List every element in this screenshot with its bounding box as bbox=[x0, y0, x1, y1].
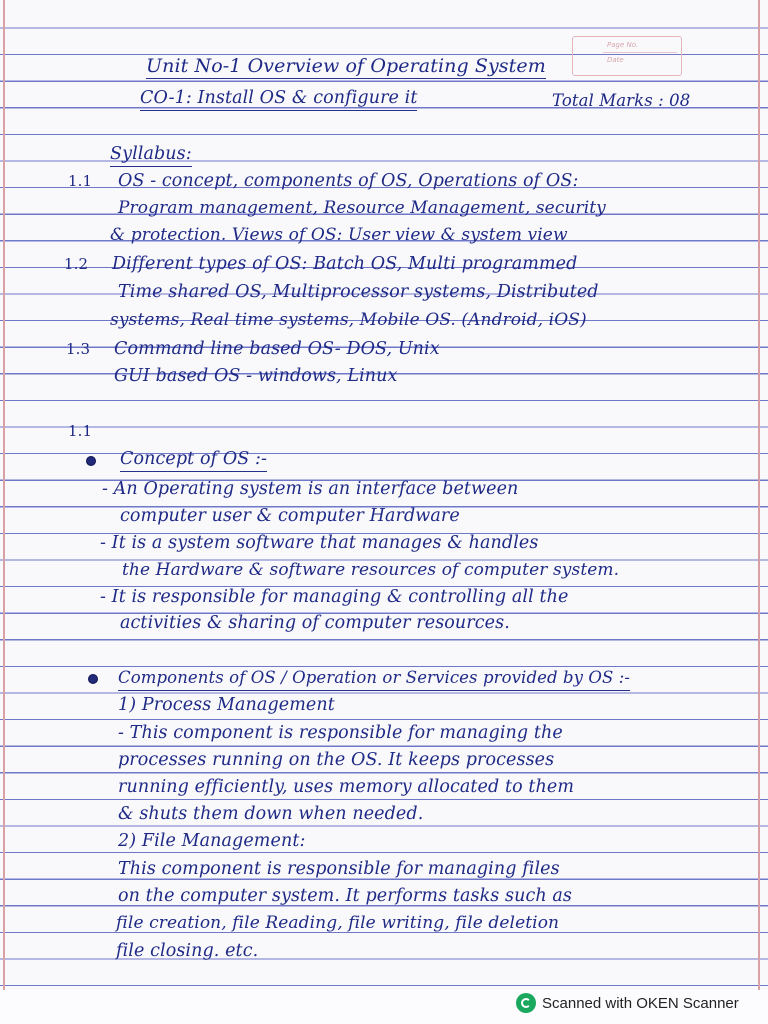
concept-line: - It is a system software that manages & handles bbox=[100, 533, 539, 553]
syllabus-num-1-3: 1.3 bbox=[66, 340, 91, 358]
file-line: This component is responsible for managing files bbox=[118, 859, 560, 879]
file-line: file closing. etc. bbox=[116, 941, 259, 961]
concept-line: activities & sharing of computer resources. bbox=[120, 613, 510, 633]
process-heading: 1) Process Management bbox=[118, 695, 335, 715]
concept-line: - An Operating system is an interface between bbox=[102, 479, 519, 499]
stamp-date-label: Date bbox=[607, 56, 624, 64]
syllabus-num-1-2: 1.2 bbox=[64, 255, 89, 273]
page-title: Unit No-1 Overview of Operating System bbox=[146, 55, 546, 77]
syllabus-line: Different types of OS: Batch OS, Multi programmed bbox=[112, 254, 578, 274]
right-margin-line bbox=[758, 0, 760, 990]
stamp-divider bbox=[603, 52, 677, 53]
process-line: processes running on the OS. It keeps processes bbox=[118, 750, 555, 770]
syllabus-line: Command line based OS- DOS, Unix bbox=[114, 339, 440, 359]
section-number: 1.1 bbox=[68, 422, 93, 440]
concept-line: the Hardware & software resources of computer system. bbox=[122, 560, 620, 580]
syllabus-num-1-1: 1.1 bbox=[68, 172, 93, 190]
bullet-icon bbox=[86, 456, 96, 466]
scanner-watermark bbox=[516, 992, 739, 1014]
concept-heading: Concept of OS :- bbox=[120, 448, 267, 472]
course-outcome: CO-1: Install OS & configure it bbox=[140, 87, 417, 111]
stamp-page-label: Page No. bbox=[607, 41, 639, 49]
file-heading: 2) File Management: bbox=[118, 831, 306, 851]
page-date-stamp bbox=[572, 36, 682, 76]
total-marks: Total Marks : 08 bbox=[552, 91, 691, 110]
syllabus-line: Program management, Resource Management, security bbox=[118, 198, 606, 218]
syllabus-line: GUI based OS - windows, Linux bbox=[114, 366, 398, 386]
left-margin-line bbox=[3, 0, 5, 990]
concept-line: - It is responsible for managing & controlling all the bbox=[100, 587, 569, 607]
process-line: & shuts them down when needed. bbox=[118, 804, 424, 824]
syllabus-line: systems, Real time systems, Mobile OS. (Android, iOS) bbox=[110, 310, 587, 330]
scanner-text: Scanned with OKEN Scanner bbox=[542, 994, 739, 1012]
components-heading: Components of OS / Operation or Services provided by OS :- bbox=[118, 667, 630, 691]
syllabus-line: & protection. Views of OS: User view & system view bbox=[110, 225, 568, 245]
process-line: running efficiently, uses memory allocated to them bbox=[118, 777, 575, 797]
syllabus-line: Time shared OS, Multiprocessor systems, Distributed bbox=[118, 282, 599, 302]
concept-line: computer user & computer Hardware bbox=[120, 506, 460, 526]
file-line: on the computer system. It performs tasks such as bbox=[118, 886, 573, 906]
file-line: file creation, file Reading, file writing, file deletion bbox=[116, 913, 560, 933]
oken-scanner-logo-icon bbox=[516, 993, 536, 1013]
syllabus-line: OS - concept, components of OS, Operations of OS: bbox=[118, 171, 579, 191]
bullet-icon bbox=[88, 674, 98, 684]
syllabus-heading: Syllabus: bbox=[110, 143, 192, 167]
process-line: - This component is responsible for managing the bbox=[118, 723, 563, 743]
